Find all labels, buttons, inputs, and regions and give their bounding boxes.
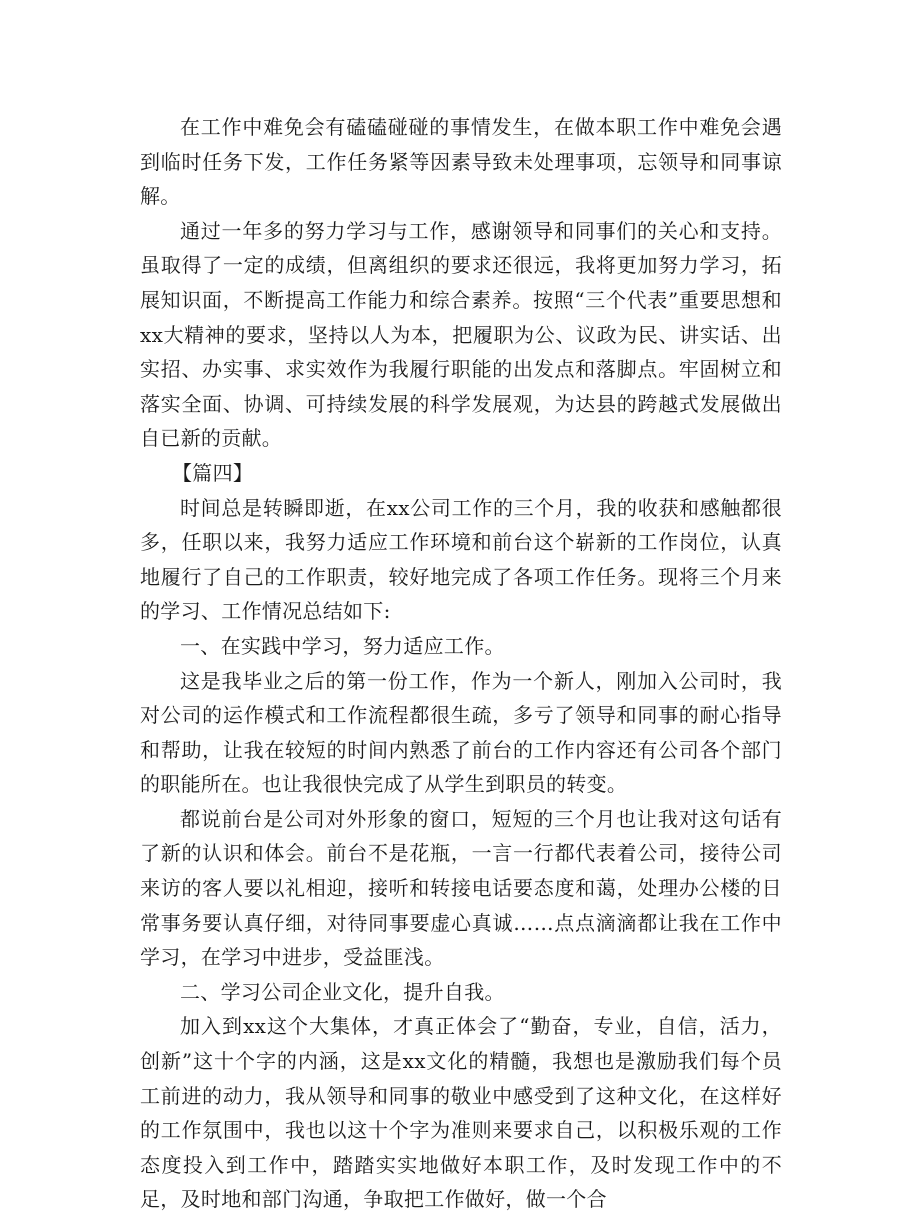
paragraph-first-job: 这是我毕业之后的第一份工作，作为一个新人，刚加入公司时，我对公司的运作模式和工作流程都很生疏，多亏了领导和同事的耐心指导和帮助，让我在较短的时间内熟悉了前台的工作内容还有公司各个部门的职能所在。也让我很快完成了从学生到职员的转变。 — [140, 668, 782, 797]
paragraph-culture-values: 加入到xx这个大集体，才真正体会了“勤奋，专业，自信，活力，创新”这十个字的内涵，这是xx文化的精髓，我想也是激励我们每个员工前进的动力，我从领导和同事的敬业中感受到了这种文化，在这样好的工作氛围中，我也以这十个字为准则来要求自己，以积极乐观的工作态度投入到工作中，踏踏实实地做好本职工作，及时发现工作中的不足，及时地和部门沟通，争取把工作做好，做一个合 — [140, 1014, 782, 1212]
paragraph-summary-commitment: 通过一年多的努力学习与工作，感谢领导和同事们的关心和支持。虽取得了一定的成绩，但离组织的要求还很远，我将更加努力学习，拓展知识面，不断提高工作能力和综合素养。按照“三个代表”重要思想和xx大精神的要求，坚持以人为本，把履职为公、议政为民、讲实话、出实招、办实事、求实效作为我履行职能的出发点和落脚点。牢固树立和落实全面、协调、可持续发展的科学发展观，为达县的跨越式发展做出自已新的贡献。 — [140, 218, 782, 451]
paragraph-apology: 在工作中难免会有磕磕碰碰的事情发生，在做本职工作中难免会遇到临时任务下发，工作任务紧等因素导致未处理事项，忘领导和同事谅解。 — [140, 115, 782, 209]
subheading-learn-in-practice: 一、在实践中学习，努力适应工作。 — [180, 633, 505, 658]
paragraph-three-months-intro: 时间总是转瞬即逝，在xx公司工作的三个月，我的收获和感触都很多，任职以来，我努力适应工作环境和前台这个崭新的工作岗位，认真地履行了自己的工作职责，较好地完成了各项工作任务。现将三个月来的学习、工作情况总结如下: — [140, 495, 782, 624]
paragraph-front-desk-window: 都说前台是公司对外形象的窗口，短短的三个月也让我对这句话有了新的认识和体会。前台不是花瓶，一言一行都代表着公司，接待公司来访的客人要以礼相迎，接听和转接电话要态度和蔼，处理办公楼的日常事务要认真仔细，对待同事要虚心真诚……点点滴滴都让我在工作中学习，在学习中进步，受益匪浅。 — [140, 806, 782, 970]
document-body — [140, 110, 782, 1217]
subheading-company-culture: 二、学习公司企业文化，提升自我。 — [180, 979, 505, 1004]
section-heading-part-four: 【篇四】 — [172, 460, 254, 485]
